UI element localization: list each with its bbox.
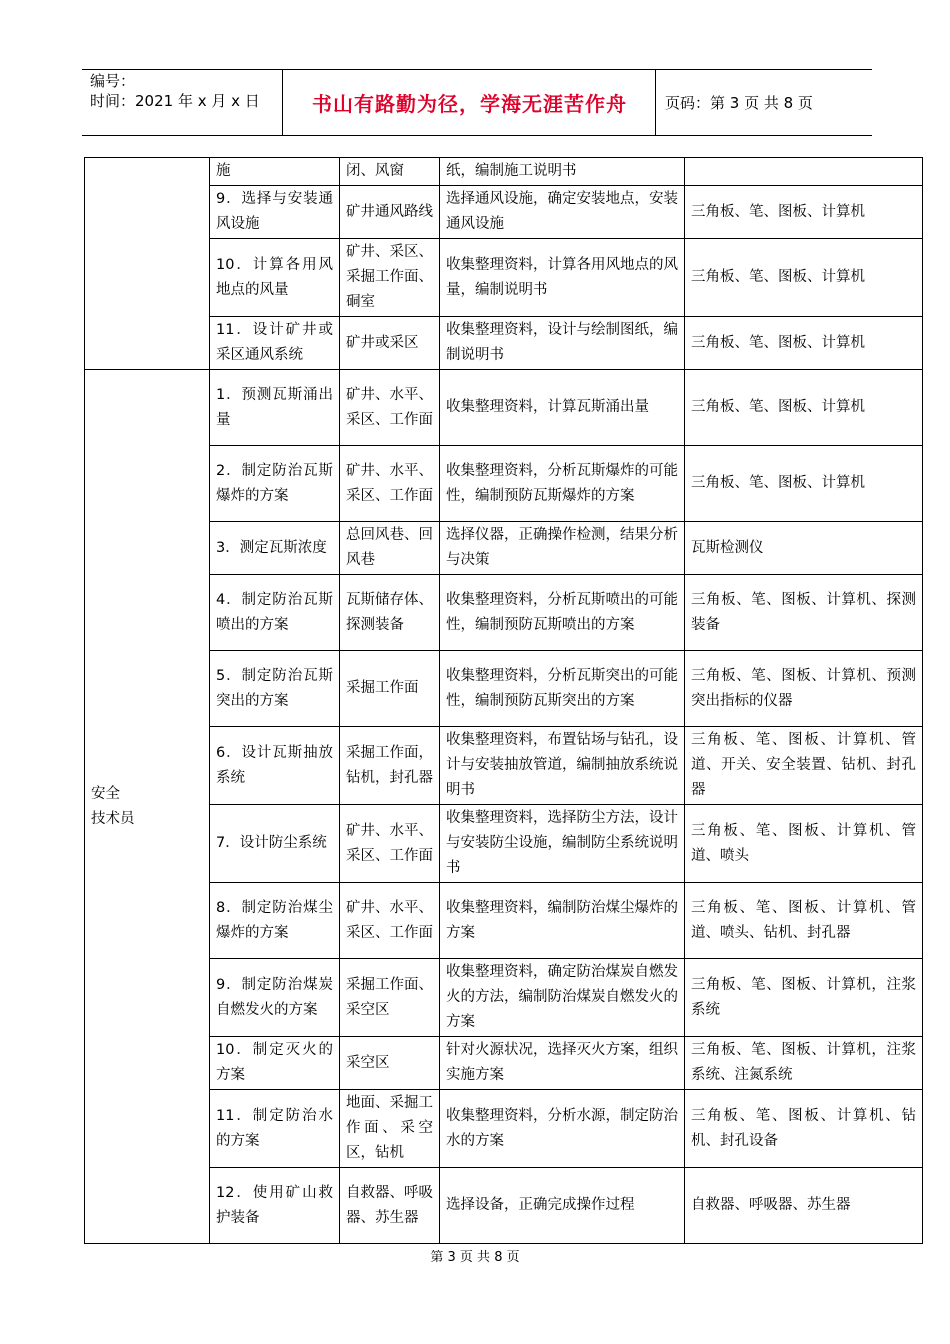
location-cell: 自救器、呼吸器、苏生器 bbox=[340, 1168, 440, 1244]
task-table bbox=[84, 157, 923, 1244]
content-cell: 收集整理资料，编制防治煤尘爆炸的方案 bbox=[440, 883, 685, 959]
tools-cell: 三角板、笔、图板、计算机、探测装备 bbox=[685, 575, 923, 651]
tools-cell: 瓦斯检测仪 bbox=[685, 522, 923, 575]
tools-cell: 自救器、呼吸器、苏生器 bbox=[685, 1168, 923, 1244]
location-cell: 采掘工作面、采空区 bbox=[340, 959, 440, 1037]
task-cell: 11．设计矿井或采区通风系统 bbox=[210, 317, 340, 370]
location-cell: 矿井、水平、采区、工作面 bbox=[340, 446, 440, 522]
task-cell: 6．设计瓦斯抽放系统 bbox=[210, 727, 340, 805]
role-cell bbox=[85, 158, 210, 370]
location-cell: 采掘工作面 bbox=[340, 651, 440, 727]
tools-cell: 三角板、笔、图板、计算机、管道、开关、安全装置、钻机、封孔器 bbox=[685, 727, 923, 805]
page-footer: 第 3 页 共 8 页 bbox=[430, 1250, 520, 1265]
task-cell: 4．制定防治瓦斯喷出的方案 bbox=[210, 575, 340, 651]
header-page-number: 页码：第 3 页 共 8 页 bbox=[665, 93, 813, 112]
header-meta bbox=[90, 71, 260, 111]
header-divider bbox=[282, 69, 283, 135]
tools-cell: 三角板、笔、图板、计算机 bbox=[685, 186, 923, 239]
location-cell: 采掘工作面，钻机，封孔器 bbox=[340, 727, 440, 805]
tools-cell: 三角板、笔、图板、计算机，注浆系统、注氮系统 bbox=[685, 1037, 923, 1090]
tools-cell bbox=[685, 158, 923, 186]
content-cell: 收集整理资料，分析瓦斯喷出的可能性，编制预防瓦斯喷出的方案 bbox=[440, 575, 685, 651]
table-row bbox=[85, 883, 923, 959]
task-cell: 3．测定瓦斯浓度 bbox=[210, 522, 340, 575]
table-row bbox=[85, 651, 923, 727]
task-cell: 10．计算各用风地点的风量 bbox=[210, 239, 340, 317]
content-cell: 收集整理资料，布置钻场与钻孔，设计与安装抽放管道，编制抽放系统说明书 bbox=[440, 727, 685, 805]
content-cell: 收集整理资料，设计与绘制图纸，编制说明书 bbox=[440, 317, 685, 370]
location-cell: 矿井、水平、采区、工作面 bbox=[340, 805, 440, 883]
content-cell: 收集整理资料，分析瓦斯突出的可能性，编制预防瓦斯突出的方案 bbox=[440, 651, 685, 727]
tools-cell: 三角板、笔、图板、计算机 bbox=[685, 370, 923, 446]
task-cell: 9．选择与安装通风设施 bbox=[210, 186, 340, 239]
content-cell: 收集整理资料，分析水源，制定防治水的方案 bbox=[440, 1090, 685, 1168]
content-cell: 收集整理资料，计算瓦斯涌出量 bbox=[440, 370, 685, 446]
content-cell: 收集整理资料，计算各用风地点的风量，编制说明书 bbox=[440, 239, 685, 317]
tools-cell: 三角板、笔、图板、计算机、管道、喷头 bbox=[685, 805, 923, 883]
location-cell: 矿井或采区 bbox=[340, 317, 440, 370]
header-motto: 书山有路勤为径，学海无涯苦作舟 bbox=[312, 91, 627, 116]
role-cell bbox=[85, 370, 210, 1244]
content-cell: 选择通风设施，确定安装地点，安装通风设施 bbox=[440, 186, 685, 239]
header-bottom-rule bbox=[82, 135, 872, 136]
table-row bbox=[85, 1168, 923, 1244]
task-cell: 8．制定防治煤尘爆炸的方案 bbox=[210, 883, 340, 959]
task-cell: 7．设计防尘系统 bbox=[210, 805, 340, 883]
tools-cell: 三角板、笔、图板、计算机，注浆系统 bbox=[685, 959, 923, 1037]
content-cell: 收集整理资料，分析瓦斯爆炸的可能性，编制预防瓦斯爆炸的方案 bbox=[440, 446, 685, 522]
table-row bbox=[85, 317, 923, 370]
role-label: 安全 技术员 bbox=[91, 785, 135, 827]
location-cell: 总回风巷、回风巷 bbox=[340, 522, 440, 575]
table-row bbox=[85, 727, 923, 805]
table-row bbox=[85, 186, 923, 239]
task-cell: 9．制定防治煤炭自燃发火的方案 bbox=[210, 959, 340, 1037]
table-row bbox=[85, 805, 923, 883]
table-row bbox=[85, 575, 923, 651]
task-cell: 10．制定灭火的方案 bbox=[210, 1037, 340, 1090]
location-cell: 采空区 bbox=[340, 1037, 440, 1090]
content-cell: 纸，编制施工说明书 bbox=[440, 158, 685, 186]
document-date: 时间：2021 年 x 月 x 日 bbox=[90, 92, 260, 110]
location-cell: 瓦斯储存体、探测装备 bbox=[340, 575, 440, 651]
tools-cell: 三角板、笔、图板、计算机、管道、喷头、钻机、封孔器 bbox=[685, 883, 923, 959]
content-cell: 收集整理资料，确定防治煤炭自燃发火的方法，编制防治煤炭自燃发火的方案 bbox=[440, 959, 685, 1037]
location-cell: 矿井、采区、采掘工作面、硐室 bbox=[340, 239, 440, 317]
task-cell: 12．使用矿山救护装备 bbox=[210, 1168, 340, 1244]
header-divider bbox=[655, 69, 656, 135]
location-cell: 闭、风窗 bbox=[340, 158, 440, 186]
content-cell: 收集整理资料，选择防尘方法，设计与安装防尘设施，编制防尘系统说明书 bbox=[440, 805, 685, 883]
table-row bbox=[85, 370, 923, 446]
tools-cell: 三角板、笔、图板、计算机、预测突出指标的仪器 bbox=[685, 651, 923, 727]
content-cell: 针对火源状况，选择灭火方案，组织实施方案 bbox=[440, 1037, 685, 1090]
location-cell: 矿井、水平、采区、工作面 bbox=[340, 883, 440, 959]
task-cell: 2．制定防治瓦斯爆炸的方案 bbox=[210, 446, 340, 522]
content-cell: 选择仪器，正确操作检测，结果分析与决策 bbox=[440, 522, 685, 575]
table-row bbox=[85, 239, 923, 317]
location-cell: 矿井、水平、采区、工作面 bbox=[340, 370, 440, 446]
location-cell: 矿井通风路线 bbox=[340, 186, 440, 239]
page-header bbox=[82, 69, 872, 135]
tools-cell: 三角板、笔、图板、计算机 bbox=[685, 317, 923, 370]
tools-cell: 三角板、笔、图板、计算机、钻机、封孔设备 bbox=[685, 1090, 923, 1168]
task-cell: 5．制定防治瓦斯突出的方案 bbox=[210, 651, 340, 727]
table-row bbox=[85, 1090, 923, 1168]
task-cell: 1．预测瓦斯涌出量 bbox=[210, 370, 340, 446]
task-cell: 11．制定防治水的方案 bbox=[210, 1090, 340, 1168]
task-cell: 施 bbox=[210, 158, 340, 186]
document-number-label: 编号： bbox=[90, 72, 136, 90]
table-row bbox=[85, 446, 923, 522]
tools-cell: 三角板、笔、图板、计算机 bbox=[685, 239, 923, 317]
tools-cell: 三角板、笔、图板、计算机 bbox=[685, 446, 923, 522]
table-row bbox=[85, 522, 923, 575]
table-row bbox=[85, 158, 923, 186]
content-cell: 选择设备，正确完成操作过程 bbox=[440, 1168, 685, 1244]
table-row bbox=[85, 959, 923, 1037]
table-row bbox=[85, 1037, 923, 1090]
location-cell: 地面、采掘工作面、采空区，钻机 bbox=[340, 1090, 440, 1168]
